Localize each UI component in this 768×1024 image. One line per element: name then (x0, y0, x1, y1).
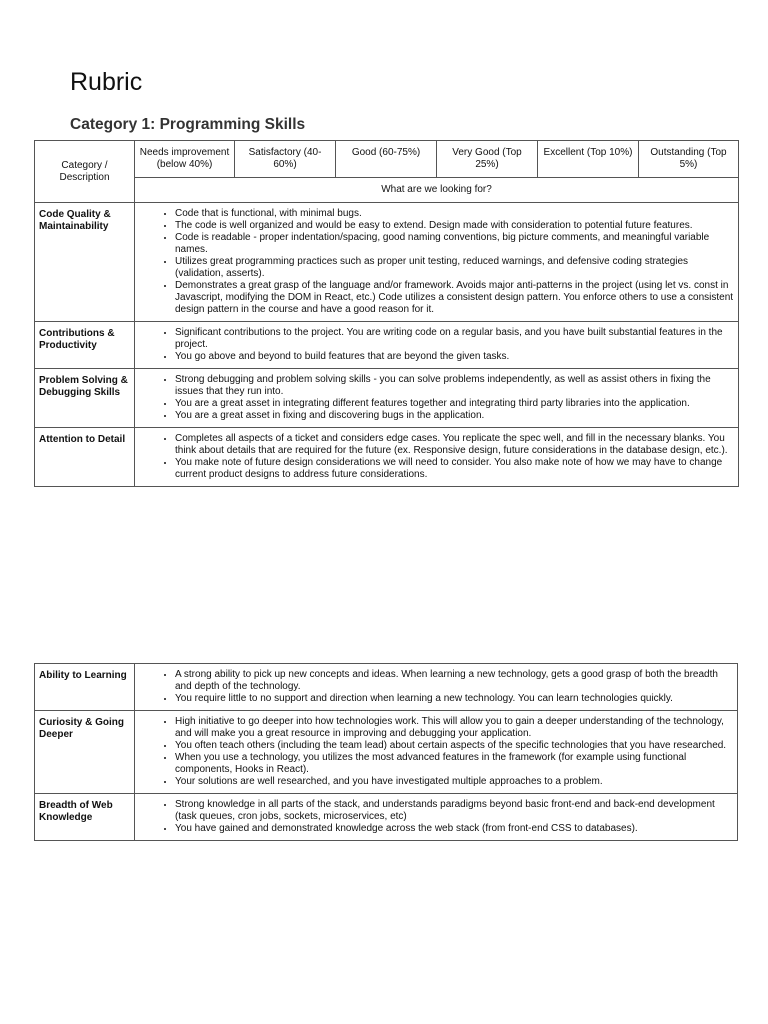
looking-for-row (35, 178, 739, 203)
list-item: • You require little to no support and direction when learning a new technology. You can learn technologies quickly. (175, 693, 733, 705)
section-subtitle: Category 1: Programming Skills (70, 116, 306, 133)
list-item: • Your solutions are well researched, and you have investigated multiple approaches to a problem. (175, 776, 733, 788)
list-item: • You have gained and demonstrated knowledge across the web stack (from front-end CSS to databases). (175, 823, 733, 835)
list-item: • The code is well organized and would be easy to extend. Design made with consideration to potential future features. (175, 220, 734, 232)
list-item: • You go above and beyond to build features that are beyond the given tasks. (175, 351, 734, 363)
category-name: Problem Solving & Debugging Skills (35, 369, 135, 428)
list-item: • Demonstrates a great grasp of the language and/or framework. Avoids major anti-patterns in the project (using let vs. const in Javascript, modifying the DOM in React, etc.) Code utilizes a consistent design pattern. You enforce others to use a consistent design pattern in the course and have a good reason for it. (175, 280, 734, 316)
header-level: Very Good (Top 25%) (437, 141, 538, 178)
header-description: Category / Description (35, 141, 135, 203)
list-item: • High initiative to go deeper into how technologies work. This will allow you to gain a deeper understanding of the technology, and will make you a great resource in improving and debugging your application. (175, 716, 733, 740)
header-level: Needs improvement (below 40%) (135, 141, 235, 178)
criteria-list (139, 208, 734, 316)
category-name: Curiosity & Going Deeper (35, 711, 135, 794)
header-row (35, 141, 739, 178)
rubric-table-2 (34, 663, 738, 841)
list-item: • A strong ability to pick up new concepts and ideas. When learning a new technology, gets a good grasp of both the breadth and depth of the technology. (175, 669, 733, 693)
criteria-cell (135, 369, 739, 428)
category-name: Breadth of Web Knowledge (35, 794, 135, 841)
page-title: Rubric (70, 68, 143, 96)
category-name: Attention to Detail (35, 428, 135, 487)
criteria-cell (135, 322, 739, 369)
criteria-list (139, 799, 733, 835)
criteria-list (139, 716, 733, 788)
list-item: • Code is readable - proper indentation/spacing, good naming conventions, big picture comments, and meaningful variable names. (175, 232, 734, 256)
header-level: Excellent (Top 10%) (538, 141, 639, 178)
header-level: Outstanding (Top 5%) (639, 141, 739, 178)
criteria-cell (135, 794, 738, 841)
list-item: • Code that is functional, with minimal bugs. (175, 208, 734, 220)
list-item: • You often teach others (including the team lead) about certain aspects of the specific technologies that you have researched. (175, 740, 733, 752)
table-row (35, 711, 738, 794)
list-item: • You make note of future design considerations we will need to consider. You also make note of how we may have to change current product designs to address future considerations. (175, 457, 734, 481)
criteria-cell (135, 664, 738, 711)
criteria-cell (135, 428, 739, 487)
category-name: Contributions & Productivity (35, 322, 135, 369)
table-row (35, 322, 739, 369)
list-item: • You are a great asset in integrating different features together and integrating third party libraries into the application. (175, 398, 734, 410)
list-item: • Significant contributions to the project. You are writing code on a regular basis, and you have built substantial features in the project. (175, 327, 734, 351)
category-name: Code Quality & Maintainability (35, 203, 135, 322)
criteria-cell (135, 711, 738, 794)
criteria-cell (135, 203, 739, 322)
criteria-list (139, 374, 734, 422)
table-row (35, 794, 738, 841)
criteria-list (139, 669, 733, 705)
table-row (35, 664, 738, 711)
category-name: Ability to Learning (35, 664, 135, 711)
list-item: • When you use a technology, you utilizes the most advanced features in the framework (for example using functional components, Hooks in React). (175, 752, 733, 776)
header-level: Good (60-75%) (336, 141, 437, 178)
list-item: • Utilizes great programming practices such as proper unit testing, reduced warnings, and defensive coding strategies (validation, asserts). (175, 256, 734, 280)
table-row (35, 203, 739, 322)
list-item: • Completes all aspects of a ticket and considers edge cases. You replicate the spec well, and fill in the necessary blanks. You think about details that are required for the future (ex. Responsive design, future considerations in the database design, etc.). (175, 433, 734, 457)
table-row (35, 369, 739, 428)
list-item: • Strong knowledge in all parts of the stack, and understands paradigms beyond basic front-end and back-end development (task queues, cron jobs, sockets, microservices, etc) (175, 799, 733, 823)
criteria-list (139, 433, 734, 481)
criteria-list (139, 327, 734, 363)
looking-for-label: What are we looking for? (135, 178, 739, 203)
list-item: • You are a great asset in fixing and discovering bugs in the application. (175, 410, 734, 422)
header-level: Satisfactory (40-60%) (235, 141, 336, 178)
rubric-table-1 (34, 140, 739, 487)
table-row (35, 428, 739, 487)
list-item: • Strong debugging and problem solving skills - you can solve problems independently, as well as assist others in fixing the issues that they run into. (175, 374, 734, 398)
